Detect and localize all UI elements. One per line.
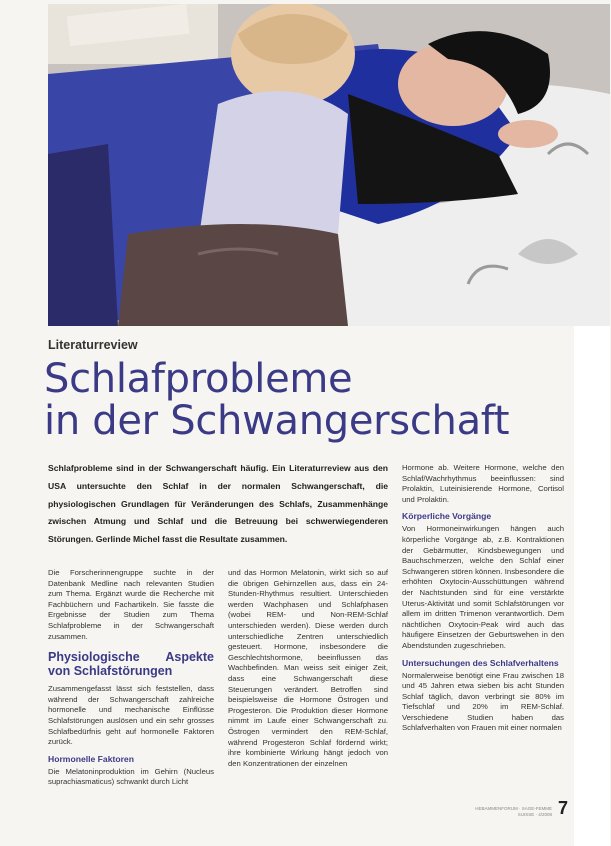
page-edge xyxy=(574,326,610,846)
column-3 xyxy=(402,463,564,740)
page-number: 7 xyxy=(558,798,569,818)
paragraph: Hormone ab. Weitere Hormone, welche den Schlaf/Wachrhythmus beeinflussen: sind Prolaktin, Luteinisierende Hormone, Cortisol und Prolaktin. xyxy=(402,463,564,504)
section-label: Literaturreview xyxy=(48,338,138,352)
subheading-body-processes: Körperliche Vorgänge xyxy=(402,511,492,522)
paragraph: Normalerweise benötigt eine Frau zwischen 18 und 45 Jahren etwa sieben bis acht Stunden Schlaf täglich, davon verbringt sie 80% im Tiefschlaf und 20% im REM-Schlaf. Verschiedene Studien haben das Schlafverhalten von Frauen mit einer normalen xyxy=(402,670,564,733)
article-title xyxy=(44,358,509,442)
photo-illustration xyxy=(48,4,610,326)
paragraph: Zusammengefasst lässt sich feststellen, dass während der Schwangerschaft zahlreiche hormonelle und mechanische Einflüsse Schlafstörungen auslösen und ein sehr grosses Schlafbedürfnis geht auf hormonelle Faktoren zurück. xyxy=(48,684,214,747)
subheading-sleep-studies: Untersuchungen des Schlafverhaltens xyxy=(402,657,559,668)
title-line-2: in der Schwangerschaft xyxy=(44,398,510,444)
title-line-1: Schlafprobleme xyxy=(44,356,353,402)
cover-photo xyxy=(48,4,610,326)
column-1 xyxy=(48,568,214,794)
paragraph: und das Hormon Melatonin, wirkt sich so auf die übrigen Gehirnzellen aus, dass ein 24-Stunden-Rhythmus resultiert. Unterschieden werden Wachphasen und Schlafphasen (wobei REM- und Non-REM-Schlaf unterschieden werden). Diese werden durch unterschiedliche Zentren unterschiedlich gesteuert. Hormone, insbesondere die Geschlechtshormone, beeinflussen das Wachbefinden. Man weiss seit einiger Zeit, dass eine Schwangerschaft diese Steuerungen verändert. Betroffen sind beispielsweise die Hormone Östrogen und Progesteron. Die Produktion dieser Hormone nimmt im Laufe einer Schwangerschaft zu. Östrogen vermindert den REM-Schlaf, während Progesteron Schlaf fördernd wirkt; ihre kombinierte Wirkung hängt jedoch von den Konzentrationen der einzelnen xyxy=(228,568,388,768)
article-lead: Schlafprobleme sind in der Schwangerschaft häufig. Ein Literaturreview aus den USA untersuchte den Schlaf in der normalen Schwangerschaft, die physiologischen Grundlagen für Veränderungen des Schlafs, Zusammenhänge zwischen Atmung und Schlaf und die Betreuung bei schwerwiegenderen Störungen. Gerlinde Michel fasst die Resultate zusammen. xyxy=(48,463,388,545)
subheading-hormonal: Hormonelle Faktoren xyxy=(48,753,134,764)
column-2 xyxy=(228,568,388,775)
journal-footer: HEBAMMENFORUM · SAGE-FEMME SUISSE · 4/2008 xyxy=(475,806,552,817)
paragraph: Die Forscherinnengruppe suchte in der Datenbank Medline nach relevanten Studien zum Thema. Ergänzt wurde die Recherche mit Fachbüchern und Fachartikeln. Sie fasste die Ergebnisse der Studien zum Thema Schlafprobleme in der Schwangerschaft zusammen. xyxy=(48,568,214,641)
paragraph: Von Hormoneinwirkungen hängen auch körperliche Vorgänge ab, z.B. Kontraktionen der Gebärmutter, Kindsbewegungen und Bauchschmerzen, welche den Schlaf einer Schwangeren stören können. Insbesondere die erhöhten Oxytocin-Ausschüttungen während der Nachtstunden sind für eine verstärkte Uterus-Aktivität und somit Schlafstörungen vor allem im dritten Trimenon verantwortlich. Dem nächtlichen Oxytocin-Peak wird auch das häufigere Einsetzen der Geburtswehen in den Abendstunden zugeschrieben. xyxy=(402,524,564,650)
subheading-physiology: Physiologische Aspekte von Schlafstörungen xyxy=(48,650,214,679)
paragraph: Die Melatoninproduktion im Gehirn (Nucleus suprachiasmaticus) schwankt durch Licht xyxy=(48,766,214,787)
